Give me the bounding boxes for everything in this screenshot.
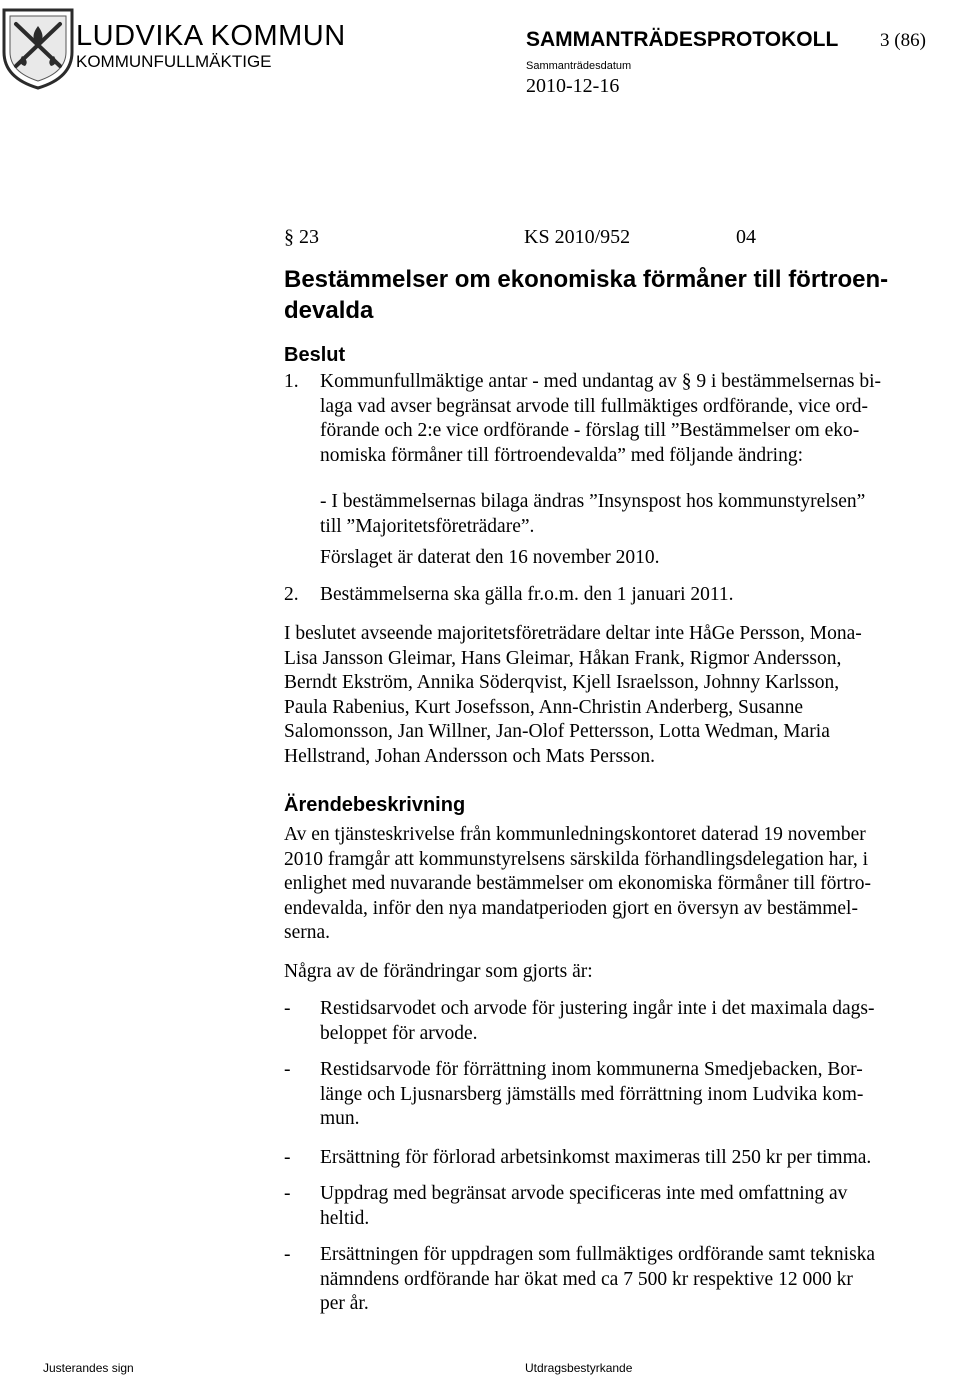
case-heading xyxy=(284,264,944,326)
page-number: 3 (86) xyxy=(880,30,926,51)
organization-name: LUDVIKA KOMMUN xyxy=(76,20,346,52)
list-item-bullet: - xyxy=(284,1059,291,1080)
text-line: nomiska förmåner till förtroendevalda” med följande ändring: xyxy=(320,444,803,466)
text-line: Lisa Jansson Gleimar, Hans Gleimar, Håkan Frank, Rigmor Andersson, xyxy=(284,647,842,669)
adjuster-signature-label: Justerandes sign xyxy=(43,1361,134,1375)
text-line: Berndt Ekström, Annika Söderqvist, Kjell Israelsson, Johnny Karlsson, xyxy=(284,672,840,693)
paragraph-number: § 23 xyxy=(284,226,319,248)
text-line: endevalda, inför den nya mandatperioden gjort en översyn av bestämmel- xyxy=(284,897,858,919)
text-line: mun. xyxy=(320,1108,360,1129)
list-item-bullet: - xyxy=(284,998,291,1019)
list-item-bullet: - xyxy=(284,1244,291,1265)
text-line: heltid. xyxy=(320,1207,370,1229)
municipal-coat-of-arms-logo xyxy=(0,6,76,90)
text-line: nämndens ordförande har ökat med ca 7 500 kr respektive 12 000 kr xyxy=(320,1268,853,1290)
text-line: Kommunfullmäktige antar - med undantag av § 9 i bestämmelsernas bi- xyxy=(320,371,882,392)
text-line: enlighet med nuvarande bestämmelser om ekonomiska förmåner till förtro- xyxy=(284,873,871,894)
archive-code: 04 xyxy=(736,226,756,248)
text-line: Uppdrag med begränsat arvode specificeras inte med omfattning av xyxy=(320,1183,848,1204)
case-reference-line xyxy=(284,226,756,249)
proposal-date: Förslaget är daterat den 16 november 2010. xyxy=(320,547,660,568)
text-line: Restidsarvode för förrättning inom kommunerna Smedjebacken, Bor- xyxy=(320,1059,863,1080)
text-line: I beslutet avseende majoritetsföreträdare deltar inte HåGe Persson, Mona- xyxy=(284,623,862,644)
extract-certification-label: Utdragsbestyrkande xyxy=(525,1361,633,1375)
list-item xyxy=(320,1243,944,1317)
document-title: SAMMANTRÄDESPROTOKOLL xyxy=(526,28,839,51)
text-line: till ”Majoritetsföreträdare”. xyxy=(320,515,535,537)
list-item-bullet: - xyxy=(284,1183,291,1204)
text-line: - I bestämmelsernas bilaga ändras ”Insynspost hos kommunstyrelsen” xyxy=(320,491,866,512)
text-line: Restidsarvodet och arvode för justering ingår inte i det maximala dags- xyxy=(320,998,875,1019)
text-line: 2010 framgår att kommunstyrelsens särskilda förhandlingsdelegation har, i xyxy=(284,848,869,870)
decision-heading: Beslut xyxy=(284,344,346,366)
decision-item-2: Bestämmelserna ska gälla fr.o.m. den 1 januari 2011. xyxy=(320,584,734,605)
list-item-bullet: - xyxy=(284,1147,291,1168)
heading-line: Bestämmelser om ekonomiska förmåner till förtroen- xyxy=(284,266,889,293)
text-line: Salomonsson, Jan Willner, Jan-Olof Pettersson, Lotta Wedman, Maria xyxy=(284,721,830,742)
case-number: KS 2010/952 xyxy=(524,226,631,248)
text-line: laga vad avser begränsat arvode till fullmäktiges ordförande, vice ord- xyxy=(320,395,868,417)
meeting-date-label: Sammanträdesdatum xyxy=(526,60,632,72)
list-item xyxy=(320,997,944,1046)
text-line: Hellstrand, Johan Andersson och Mats Persson. xyxy=(284,745,656,767)
case-description-heading: Ärendebeskrivning xyxy=(284,794,466,816)
text-line: per år. xyxy=(320,1293,369,1314)
meeting-date: 2010-12-16 xyxy=(526,75,620,97)
case-description-text xyxy=(284,823,944,946)
text-line: Paula Rabenius, Kurt Josefsson, Ann-Christin Anderberg, Susanne xyxy=(284,696,804,718)
list-item xyxy=(320,1146,944,1171)
amendment-text xyxy=(320,490,944,539)
decision-item-1 xyxy=(320,370,944,468)
list-item xyxy=(320,1182,944,1231)
participation-note xyxy=(284,622,944,769)
department-name: KOMMUNFULLMÄKTIGE xyxy=(76,52,272,71)
list-item xyxy=(320,1058,944,1132)
decision-item-number: 2. xyxy=(284,584,299,605)
text-line: Ersättningen för uppdragen som fullmäktiges ordförande samt tekniska xyxy=(320,1244,876,1265)
text-line: beloppet för arvode. xyxy=(320,1022,478,1044)
text-line: Av en tjänsteskrivelse från kommunledningskontoret daterad 19 november xyxy=(284,824,866,845)
text-line: serna. xyxy=(284,922,331,943)
heading-line: devalda xyxy=(284,297,374,324)
decision-item-number: 1. xyxy=(284,371,299,392)
changes-intro: Några av de förändringar som gjorts är: xyxy=(284,961,593,982)
text-line: förande och 2:e vice ordförande - förslag till ”Bestämmelser om eko- xyxy=(320,420,860,441)
text-line: Ersättning för förlorad arbetsinkomst maximeras till 250 kr per timma. xyxy=(320,1147,872,1168)
text-line: länge och Ljusnarsberg jämställs med förrättning inom Ludvika kom- xyxy=(320,1083,864,1105)
